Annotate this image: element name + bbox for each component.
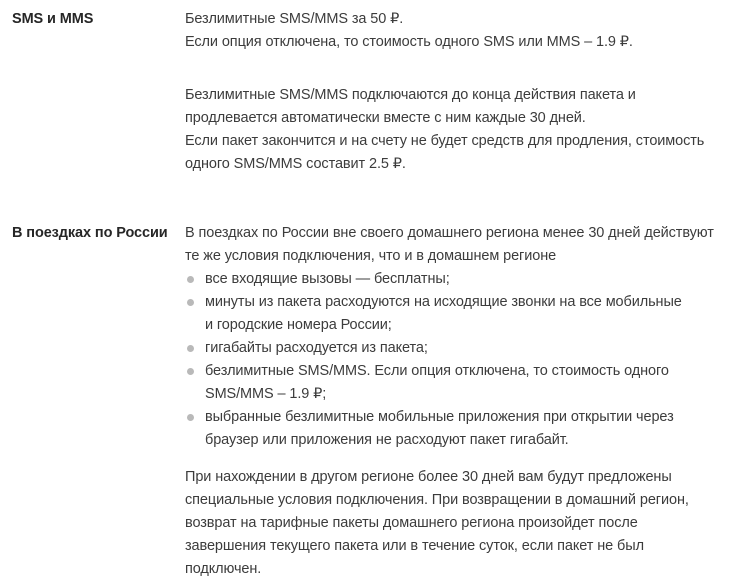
bullet-icon [187, 414, 194, 421]
text-line: завершения текущего пакета или в течение суток, если пакет не был [185, 538, 644, 554]
text-line: продлевается автоматически вместе с ним каждые 30 дней. [185, 110, 586, 126]
text-line: минуты из пакета расходуются на исходящие звонки на все мобильные [205, 294, 682, 310]
travel-conditions-list [185, 268, 733, 452]
paragraph-sms-renewal [185, 84, 733, 176]
text-line: все входящие вызовы — бесплатны; [205, 271, 450, 287]
section-sms-mms [0, 8, 741, 176]
bullet-item-package-minutes [185, 291, 733, 337]
text-line: и городские номера России; [205, 317, 392, 333]
text-line: Если пакет закончится и на счету не будет средств для продления, стоимость [185, 133, 705, 149]
bullet-item-unlimited-apps [185, 406, 733, 452]
bullet-icon [187, 299, 194, 306]
text-line: гигабайты расходуется из пакета; [205, 340, 428, 356]
paragraph-travel-intro [185, 222, 733, 268]
text-line: При нахождении в другом регионе более 30 дней вам будут предложены [185, 469, 672, 485]
row-label-travel-russia: В поездках по России [12, 225, 168, 241]
paragraph-sms-price [185, 8, 733, 54]
text-line: Безлимитные SMS/MMS за 50 ₽. [185, 11, 404, 27]
text-line: одного SMS/MMS составит 2.5 ₽. [185, 156, 406, 172]
text-line: подключен. [185, 561, 262, 577]
bullet-icon [187, 276, 194, 283]
text-line: возврат на тарифные пакеты домашнего региона произойдет после [185, 515, 638, 531]
bullet-icon [187, 368, 194, 375]
bullet-item-unlimited-sms [185, 360, 733, 406]
row-label-sms-mms: SMS и MMS [12, 11, 94, 27]
text-line: выбранные безлимитные мобильные приложения при открытии через [205, 409, 674, 425]
text-line: Если опция отключена, то стоимость одного SMS или MMS – 1.9 ₽. [185, 34, 633, 50]
text-line: SMS/MMS – 1.9 ₽; [205, 386, 327, 402]
text-line: специальные условия подключения. При возвращении в домашний регион, [185, 492, 689, 508]
text-line: безлимитные SMS/MMS. Если опция отключена, то стоимость одного [205, 363, 669, 379]
text-line: В поездках по России вне своего домашнего региона менее 30 дней действуют [185, 225, 714, 241]
bullet-item-gigabytes [185, 337, 733, 360]
text-line: браузер или приложения не расходуют пакет гигабайт. [205, 432, 569, 448]
text-line: те же условия подключения, что и в домашнем регионе [185, 248, 557, 264]
bullet-icon [187, 345, 194, 352]
row-content-sms-mms [185, 8, 741, 176]
section-travel-russia [0, 222, 741, 581]
bullet-item-incoming-calls [185, 268, 733, 291]
text-line: Безлимитные SMS/MMS подключаются до конца действия пакета и [185, 87, 636, 103]
paragraph-travel-outro [185, 466, 733, 581]
row-content-travel-russia [185, 222, 741, 581]
